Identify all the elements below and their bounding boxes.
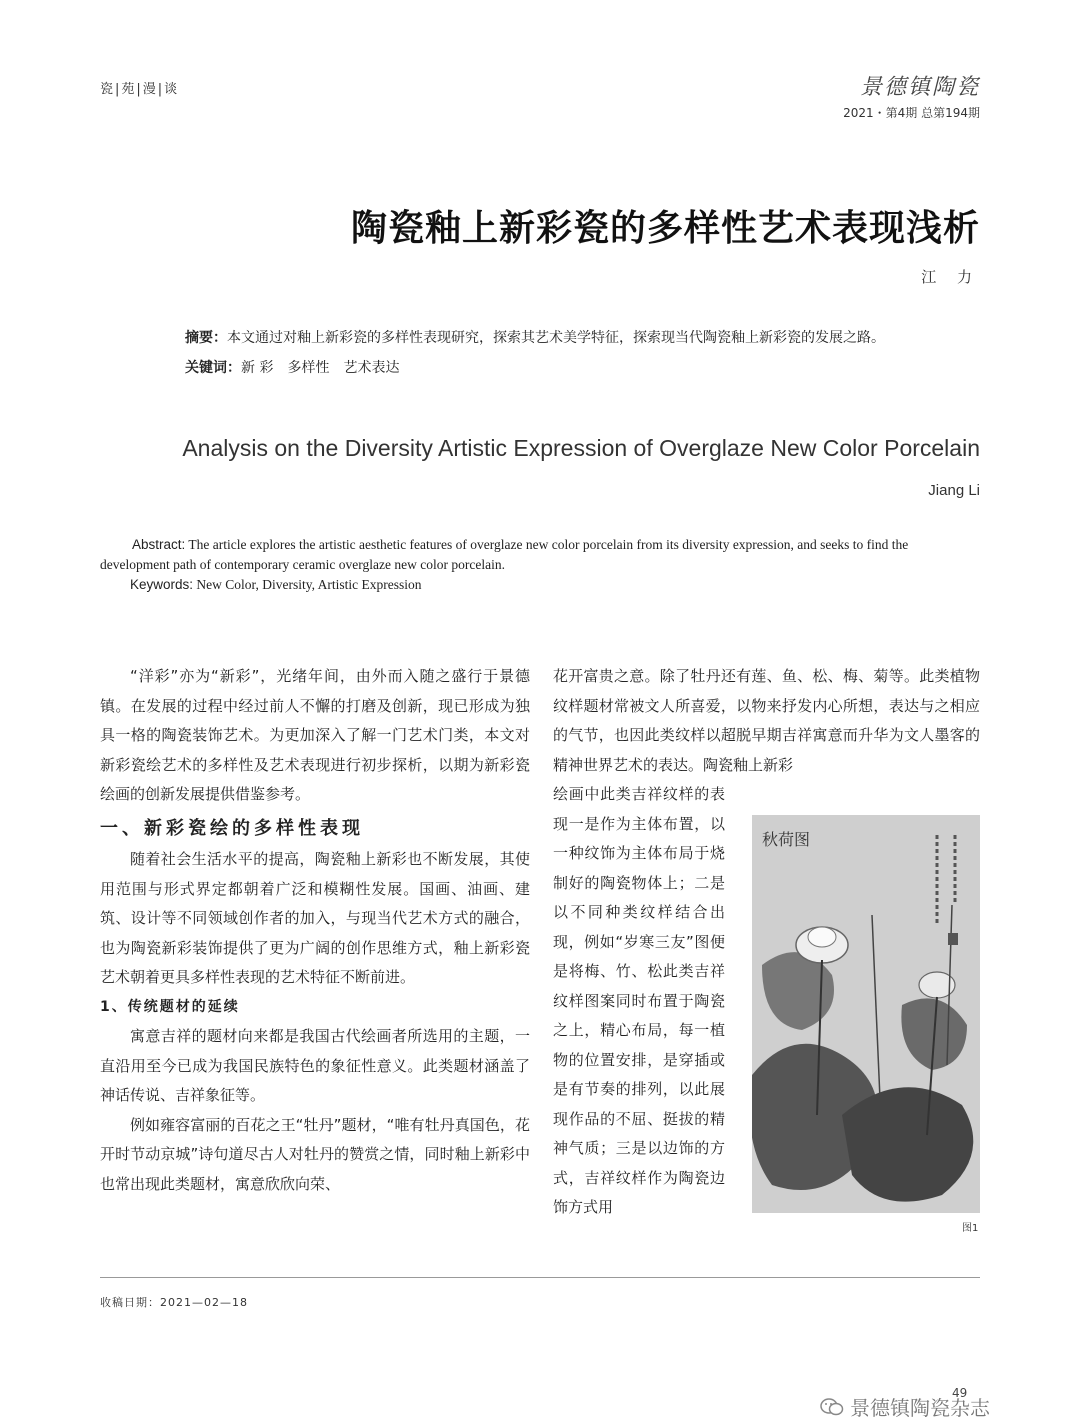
keywords-label: 关键词： xyxy=(185,360,241,376)
keywords-en-text: New Color, Diversity, Artistic Expression xyxy=(193,577,422,592)
author-english: Jiang Li xyxy=(928,482,980,499)
keywords-en-label: Keywords: xyxy=(130,577,194,592)
figure-caption: 图1 xyxy=(962,1223,979,1234)
subsection-paragraph: 例如雍容富丽的百花之王“牡丹”题材，“唯有牡丹真国色，花开时节动京城”诗句道尽古人对牡丹的赞赏之情，同时釉上新彩中也常出现此类题材，寓意欣欣向荣、 xyxy=(100,1115,530,1193)
keywords-text: 新 彩 多样性 艺术表达 xyxy=(241,360,400,376)
section-paragraph: 随着社会生活水平的提高，陶瓷釉上新彩也不断发展，其使用范围与形式界定都朝着广泛和模糊性发展。国画、油画、建筑、设计等不同领域创作者的加入，与现当代艺术方式的融合，也为陶瓷新彩装饰提供了更为广阔的创作思维方式，釉上新彩瓷艺术朝着更具多样性表现的艺术特征不断前进。 xyxy=(100,850,530,986)
page-title: 陶瓷釉上新彩瓷的多样性艺术表现浅析 xyxy=(350,207,980,249)
right-paragraph: 花开富贵之意。除了牡丹还有莲、鱼、松、梅、菊等。此类植物纹样题材常被文人所喜爱，以物来抒发内心所想，表达与之相应的气节，也因此类纹样以超脱早期吉祥寓意而升华为文人墨客的精神世界艺术的表达。陶瓷釉上新彩 xyxy=(553,667,980,774)
section-heading: 一、新彩瓷绘的多样性表现 xyxy=(100,817,364,839)
abstract-text: 本文通过对釉上新彩瓷的多样性表现研究，探索其艺术美学特征，探索现当代陶瓷釉上新彩瓷的发展之路。 xyxy=(227,330,885,346)
title-english: Analysis on the Diversity Artistic Expression of Overglaze New Color Porcelain xyxy=(182,435,980,461)
body-left-column xyxy=(100,662,530,1199)
right-narrow-paragraph: 绘画中此类吉祥纹样的表现一是作为主体布置，以一种纹饰为主体布局于烧制好的陶瓷物体上；二是以不同种类纹样结合出现，例如“岁寒三友”图便是将梅、竹、松此类吉祥纹样图案同时布置于陶瓷之上，精心布局，每一植物的位置安排，是穿插或是有节奏的排列，以此展现作品的不屈、挺拔的精神气质；三是以边饰的方式，吉祥纹样作为陶瓷边饰方式用 xyxy=(553,785,725,1216)
abstract-english xyxy=(100,535,980,595)
subsection-paragraph: 寓意吉祥的题材向来都是我国古代绘画者所选用的主题，一直沿用至今已成为我国民族特色的象征性意义。此类题材涵盖了神话传说、吉祥象征等。 xyxy=(100,1027,530,1104)
abstract-en-label: Abstract: xyxy=(132,537,186,552)
section-tag: 瓷|苑|漫|谈 xyxy=(100,82,180,97)
intro-paragraph: “洋彩”亦为“新彩”，光绪年间，由外而入随之盛行于景德镇。在发展的过程中经过前人不懈的打磨及创新，现已形成为独具一格的陶瓷装饰艺术。为更加深入了解一门艺术门类，本文对新彩瓷绘艺术的多样性及艺术表现进行初步探析，以期为新彩瓷绘画的创新发展提供借鉴参考。 xyxy=(100,667,530,803)
wechat-icon xyxy=(820,1397,844,1417)
abstract-en-text: The article explores the artistic aesthetic features of overglaze new color porcelain from its diversity expression, and seeks to find the development path of contemporary ceramic overglaze new color porcelain. xyxy=(100,537,909,572)
journal-logo: 景德镇陶瓷 xyxy=(859,75,980,100)
body-right-narrow xyxy=(553,780,725,1223)
received-date: 收稿日期：2021—02—18 xyxy=(100,1296,248,1309)
lotus-painting-figure xyxy=(752,815,980,1213)
footer-divider xyxy=(100,1277,980,1278)
watermark-text: 景德镇陶瓷杂志 xyxy=(850,1396,990,1420)
issue-number: 2021・第4期 总第194期 xyxy=(843,106,980,120)
page-number: 49 xyxy=(952,1386,968,1400)
abstract-chinese xyxy=(185,323,985,383)
author-chinese: 江 力 xyxy=(921,268,980,286)
painting-inscription: 秋荷图 xyxy=(762,830,811,849)
abstract-label: 摘要： xyxy=(185,330,227,346)
subsection-heading: 1、传统题材的延续 xyxy=(100,998,240,1015)
body-right-top xyxy=(553,662,980,780)
watermark xyxy=(820,1392,990,1421)
lotus-painting-image xyxy=(752,815,980,1213)
